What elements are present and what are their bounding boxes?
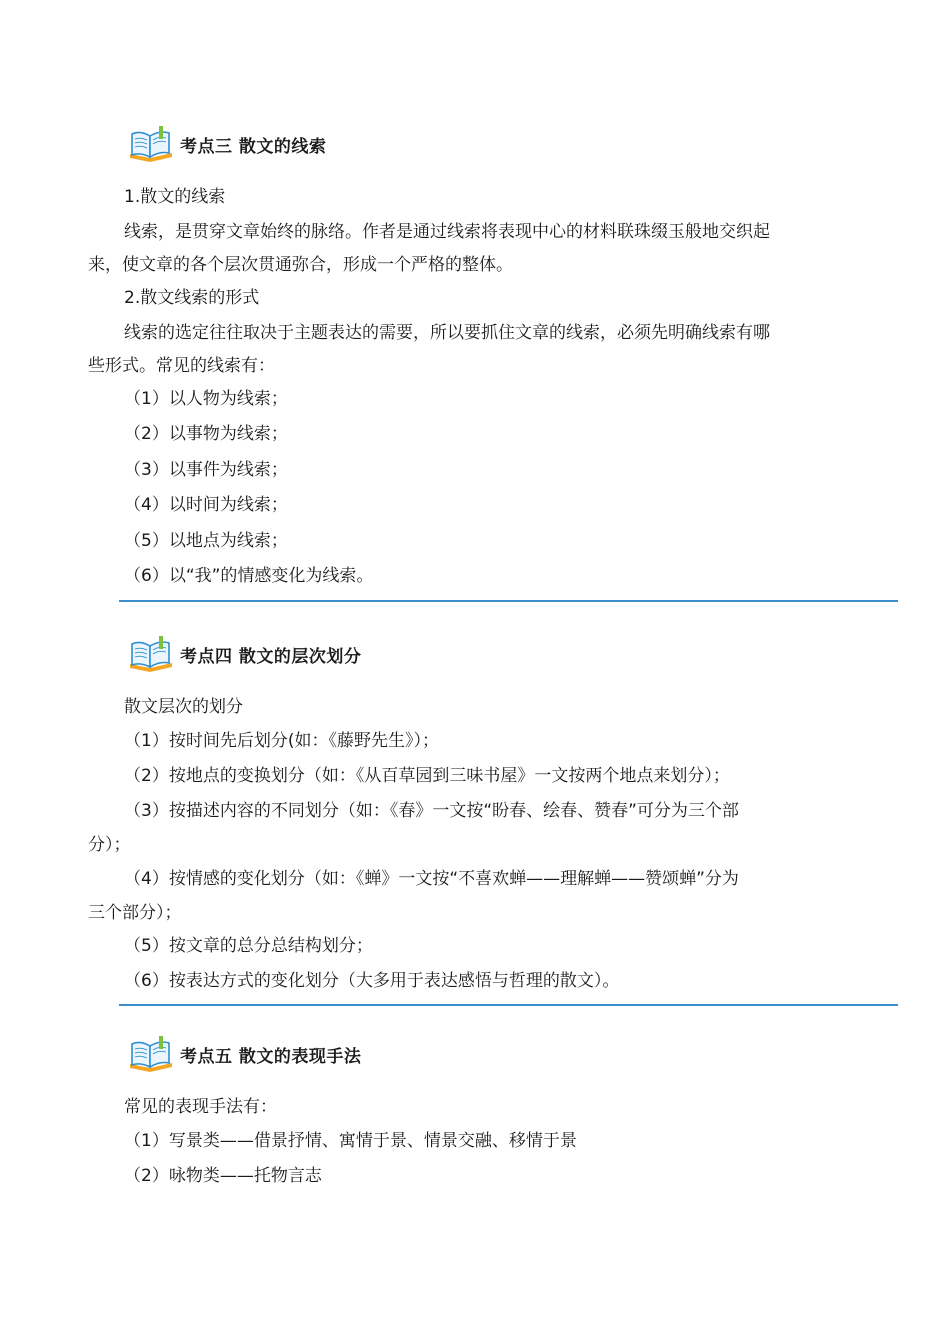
list-item: （2）咏物类——托物言志 [124,1166,322,1186]
list-item: （5）以地点为线索； [124,531,288,551]
section-divider [119,1004,898,1006]
list-item: （3）按描述内容的不同划分（如：《春》一文按“盼春、绘春、赞春”可分为三个部 [124,801,739,821]
section-title: 考点四 散文的层次划分 [180,646,362,667]
section-intro: 散文层次的划分 [124,697,243,717]
paragraph-line: 来，使文章的各个层次贯通弥合，形成一个严格的整体。 [88,255,513,275]
list-item-continuation: 三个部分）； [88,903,182,923]
list-item: （1）写景类——借景抒情、寓情于景、情景交融、移情于景 [124,1131,577,1151]
paragraph-line: 些形式。常见的线索有： [88,356,275,376]
open-book-icon [126,634,176,674]
section-intro: 常见的表现手法有： [124,1097,277,1117]
list-item: （6）以“我”的情感变化为线索。 [124,566,374,586]
list-item: （6）按表达方式的变化划分（大多用于表达感悟与哲理的散文）。 [124,971,620,991]
list-item: （1）以人物为线索； [124,389,288,409]
section-heading-4 [126,634,361,674]
list-item: （4）按情感的变化划分（如：《蝉》一文按“不喜欢蝉——理解蝉——赞颂蝉”分为 [124,869,739,889]
paragraph-line: 线索的选定往往取决于主题表达的需要，所以要抓住文章的线索，必须先明确线索有哪 [124,323,770,343]
list-item: （2）按地点的变换划分（如：《从百草园到三味书屋》一文按两个地点来划分）； [124,766,730,786]
paragraph-line: 线索，是贯穿文章始终的脉络。作者是通过线索将表现中心的材料联珠缀玉般地交织起 [124,222,770,242]
list-item: （3）以事件为线索； [124,460,288,480]
section-title: 考点五 散文的表现手法 [180,1046,362,1067]
section-heading-5 [126,1034,361,1074]
open-book-icon [126,124,176,164]
section-title: 考点三 散文的线索 [180,136,327,157]
subheading: 1.散文的线索 [124,187,226,207]
subheading: 2.散文线索的形式 [124,288,260,308]
list-item: （4）以时间为线索； [124,495,288,515]
list-item-continuation: 分）； [88,835,131,855]
open-book-icon [126,1034,176,1074]
list-item: （1）按时间先后划分(如：《藤野先生》）； [124,731,439,751]
list-item: （5）按文章的总分总结构划分； [124,936,373,956]
list-item: （2）以事物为线索； [124,424,288,444]
section-heading-3 [126,124,326,164]
section-divider [119,600,898,602]
